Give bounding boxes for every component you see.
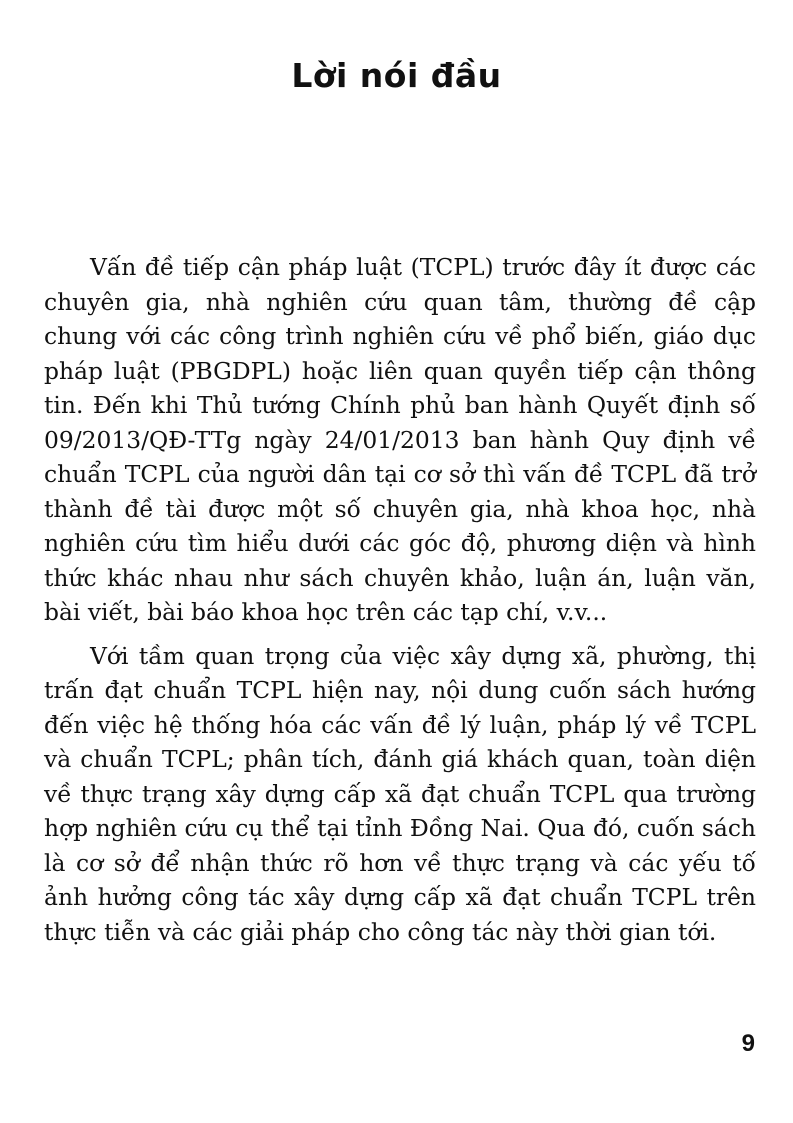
paragraph-1: Vấn đề tiếp cận pháp luật (TCPL) trước đây ít được các chuyên gia, nhà nghiên cứu quan tâm, thường đề cập chung với các công trình nghiên cứu về phổ biến, giáo dục pháp luật (PBGDPL) hoặc liên quan quyền tiếp cận thông tin. Đến khi Thủ tướng Chính phủ ban hành Quyết định số 09/2013/QĐ-TTg ngày 24/01/2013 ban hành Quy định về chuẩn TCPL của người dân tại cơ sở thì vấn đề TCPL đã trở thành đề tài được một số chuyên gia, nhà khoa học, nhà nghiên cứu tìm hiểu dưới các góc độ, phương diện và hình thức khác nhau như sách chuyên khảo, luận án, luận văn, bài viết, bài báo khoa học trên các tạp chí, v.v... — [44, 253, 756, 626]
page-number: 9 — [741, 1030, 755, 1057]
paragraph-2: Với tầm quan trọng của việc xây dựng xã, phường, thị trấn đạt chuẩn TCPL hiện nay, nội dung cuốn sách hướng đến việc hệ thống hóa các vấn đề lý luận, pháp lý về TCPL và chuẩn TCPL; phân tích, đánh giá khách quan, toàn diện về thực trạng xây dựng cấp xã đạt chuẩn TCPL qua trường hợp nghiên cứu cụ thể tại tỉnh Đồng Nai. Qua đó, cuốn sách là cơ sở để nhận thức rõ hơn về thực trạng và các yếu tố ảnh hưởng công tác xây dựng cấp xã đạt chuẩn TCPL trên thực tiễn và các giải pháp cho công tác này thời gian tới. — [44, 641, 756, 946]
page-title: Lời nói đầu — [291, 56, 502, 95]
body-text — [44, 250, 756, 949]
